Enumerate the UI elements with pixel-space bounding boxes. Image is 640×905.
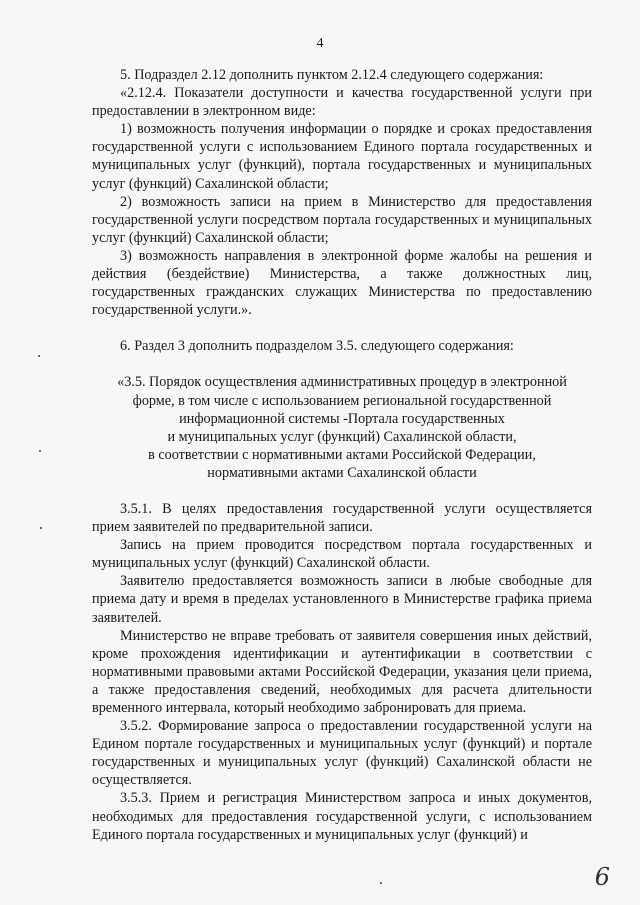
paragraph-3-5-2: 3.5.2. Формирование запроса о предоставлении государственной услуги на Едином портале государственных и муниципальных услуг (функций) и портале государственных и муниципальных услуг (функций) Сахалинской области не осуществляется.	[92, 718, 592, 789]
section-title-line: информационной системы -Портала государственных	[179, 410, 505, 427]
paragraph-amendment-5: 5. Подраздел 2.12 дополнить пунктом 2.12.4 следующего содержания:	[120, 67, 544, 83]
handwritten-mark: 6	[594, 863, 610, 891]
paragraph-ministry-restrictions: Министерство не вправе требовать от заявителя совершения иных действий, кроме прохождения идентификации и аутентификации в соответствии с нормативными правовыми актами Российской Федерации, указания цели приема, а также предоставления сведений, необходимых для расчета длительности временного интервала, который необходимо забронировать для приема.	[92, 627, 592, 716]
paragraph-2-12-4: «2.12.4. Показатели доступности и качества государственной услуги при предоставлении в электронном виде:	[92, 85, 592, 120]
scan-speck	[38, 355, 40, 357]
section-title-line: нормативными актами Сахалинской области	[207, 464, 477, 481]
section-title-line: «3.5. Порядок осуществления административных процедур в электронной	[117, 374, 567, 391]
document-body	[92, 66, 592, 844]
page-number: 4	[316, 36, 324, 51]
paragraph-amendment-6: 6. Раздел 3 дополнить подразделом 3.5. следующего содержания:	[120, 338, 514, 355]
scan-speck	[39, 450, 41, 452]
list-item-2: 2) возможность записи на прием в Министерство для предоставления государственной услуги посредством портала государственных и муниципальных услуг (функций) Сахалинской области;	[92, 193, 592, 246]
paragraph-3-5-3: 3.5.3. Прием и регистрация Министерством запроса и иных документов, необходимых для предоставления государственной услуги, с использованием Единого портала государственных и муниципальных услуг (функций) и	[92, 790, 592, 843]
paragraph-3-5-1: 3.5.1. В целях предоставления государственной услуги осуществляется прием заявителей по предварительной записи.	[92, 500, 592, 536]
list-item-1: 1) возможность получения информации о порядке и сроках предоставления государственной услуги с использованием Единого портала государственных и муниципальных услуг (функций), портала государственных и муниципальных услуг (функций) Сахалинской области;	[92, 121, 592, 192]
section-title-line: форме, в том числе с использованием региональной государственной	[132, 392, 552, 409]
paragraph-appointment: Запись на прием проводится посредством портала государственных и муниципальных услуг (функций) Сахалинской области.	[92, 537, 592, 572]
list-item-3: 3) возможность направления в электронной форме жалобы на решения и действия (бездействие) Министерства, а также должностных лиц, государственных гражданских служащих Министерства по предоставлению государственной услуги.».	[92, 247, 592, 319]
section-title	[92, 373, 592, 482]
scan-speck	[40, 527, 42, 529]
section-title-line: и муниципальных услуг (функций) Сахалинской области,	[167, 428, 517, 445]
section-title-line: в соответствии с нормативными актами Российской Федерации,	[148, 446, 536, 463]
paragraph-applicant-choice: Заявителю предоставляется возможность записи в любые свободные для приема дату и время в пределах установленного в Министерстве графика приема заявителей.	[92, 573, 592, 626]
scan-speck	[380, 882, 382, 884]
